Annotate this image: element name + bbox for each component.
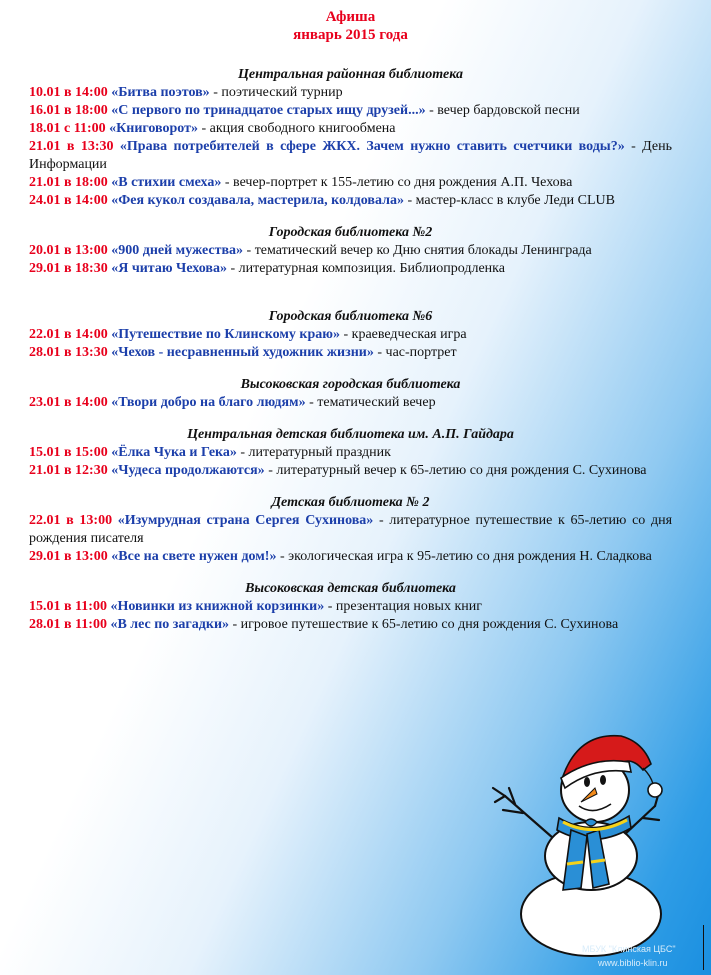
library-name: Городская библиотека №6 — [268, 309, 433, 324]
event-date: 18.01 с 11:00 — [29, 121, 106, 136]
event-date: 10.01 в 14:00 — [29, 85, 108, 100]
snowman-icon — [483, 718, 673, 958]
event-date: 21.01 в 18:00 — [29, 175, 108, 190]
event-description: - тематический вечер — [305, 395, 436, 410]
poster-title: Афиша — [325, 9, 376, 25]
library-section — [29, 426, 672, 480]
event-description: - экологическая игра к 95-летию со дня рождения Н. Сладкова — [276, 549, 652, 564]
library-section — [29, 66, 672, 210]
event-date: 22.01 в 13:00 — [29, 513, 113, 528]
event-date: 22.01 в 14:00 — [29, 327, 108, 342]
sections-list — [29, 66, 672, 634]
event-description: - мастер-класс в клубе Леди CLUB — [403, 193, 615, 208]
library-name: Городская библиотека №2 — [268, 225, 433, 240]
event-title: «Твори добро на благо людям» — [111, 395, 306, 410]
event-title: «Изумрудная страна Сергея Сухинова» — [117, 513, 374, 528]
page-edge-divider — [703, 925, 704, 970]
library-section — [29, 494, 672, 566]
watermark-org: МБУК "Клинская ЦБС" — [582, 944, 676, 954]
event-description: - литературный праздник — [236, 445, 391, 460]
event-title: «Путешествие по Клинскому краю» — [111, 327, 340, 342]
event-description: - час-портрет — [373, 345, 457, 360]
event-date: 21.01 в 12:30 — [29, 463, 108, 478]
event-date: 29.01 в 18:30 — [29, 261, 108, 276]
event-description: - вечер бардовской песни — [425, 103, 580, 118]
event-item — [29, 548, 672, 566]
event-title: «Ёлка Чука и Гека» — [111, 445, 237, 460]
event-item — [29, 174, 672, 192]
event-date: 15.01 в 11:00 — [29, 599, 107, 614]
library-section — [29, 376, 672, 412]
library-name: Центральная детская библиотека им. А.П. Гайдара — [187, 427, 514, 442]
event-title: «Битва поэтов» — [111, 85, 210, 100]
watermark-url: www.biblio-klin.ru — [598, 958, 668, 968]
event-description: - тематический вечер ко Дню снятия блокады Ленинграда — [243, 243, 592, 258]
event-item — [29, 138, 672, 174]
event-title: «Все на свете нужен дом!» — [111, 549, 277, 564]
event-item — [29, 344, 672, 362]
event-item — [29, 260, 672, 278]
event-item — [29, 242, 672, 260]
event-description: - игровое путешествие к 65-летию со дня рождения С. Сухинова — [229, 617, 619, 632]
event-description: - литературная композиция. Библиопродленка — [226, 261, 505, 276]
event-item — [29, 512, 672, 548]
event-description: - литературное путешествие к 65-летию со дня рождения писателя — [29, 513, 673, 546]
library-name: Центральная районная библиотека — [238, 67, 463, 82]
event-item — [29, 192, 672, 210]
event-date: 29.01 в 13:00 — [29, 549, 108, 564]
event-item — [29, 102, 672, 120]
event-title: «Чехов - несравненный художник жизни» — [111, 345, 374, 360]
event-item — [29, 326, 672, 344]
event-item — [29, 84, 672, 102]
event-date: 15.01 в 15:00 — [29, 445, 108, 460]
event-description: - День Информации — [29, 139, 672, 172]
event-title: «Новинки из книжной корзинки» — [110, 599, 325, 614]
event-date: 24.01 в 14:00 — [29, 193, 108, 208]
event-description: - литературный вечер к 65-летию со дня рождения С. Сухинова — [264, 463, 647, 478]
event-title: «Права потребителей в сфере ЖКХ. Зачем нужно ставить счетчики воды?» — [119, 139, 625, 154]
library-section — [29, 580, 672, 634]
library-section — [29, 308, 672, 362]
event-item — [29, 120, 672, 138]
library-section — [29, 224, 672, 278]
event-title: «Я читаю Чехова» — [111, 261, 227, 276]
event-title: «В лес по загадки» — [110, 617, 230, 632]
event-date: 21.01 в 13:30 — [29, 139, 114, 154]
event-title: «Книговорот» — [109, 121, 198, 136]
event-item — [29, 444, 672, 462]
event-item — [29, 616, 672, 634]
event-description: - вечер-портрет к 155-летию со дня рождения А.П. Чехова — [221, 175, 573, 190]
event-item — [29, 598, 672, 616]
event-date: 20.01 в 13:00 — [29, 243, 108, 258]
event-description: - поэтический турнир — [209, 85, 343, 100]
event-date: 28.01 в 13:30 — [29, 345, 108, 360]
event-description: - краеведческая игра — [339, 327, 467, 342]
event-item — [29, 394, 672, 412]
event-title: «Фея кукол создавала, мастерила, колдовала» — [111, 193, 404, 208]
event-description: - презентация новых книг — [324, 599, 482, 614]
poster — [29, 8, 672, 634]
event-title: «В стихии смеха» — [111, 175, 222, 190]
library-name: Детская библиотека № 2 — [271, 495, 430, 510]
event-title: «С первого по тринадцатое старых ищу друзей...» — [111, 103, 426, 118]
library-name: Высоковская детская библиотека — [245, 581, 456, 596]
event-title: «Чудеса продолжаются» — [111, 463, 265, 478]
library-name: Высоковская городская библиотека — [240, 377, 461, 392]
event-date: 28.01 в 11:00 — [29, 617, 107, 632]
event-title: «900 дней мужества» — [111, 243, 244, 258]
event-date: 16.01 в 18:00 — [29, 103, 108, 118]
event-description: - акция свободного книгообмена — [198, 121, 396, 136]
event-item — [29, 462, 672, 480]
event-date: 23.01 в 14:00 — [29, 395, 108, 410]
poster-subtitle: январь 2015 года — [293, 27, 408, 43]
